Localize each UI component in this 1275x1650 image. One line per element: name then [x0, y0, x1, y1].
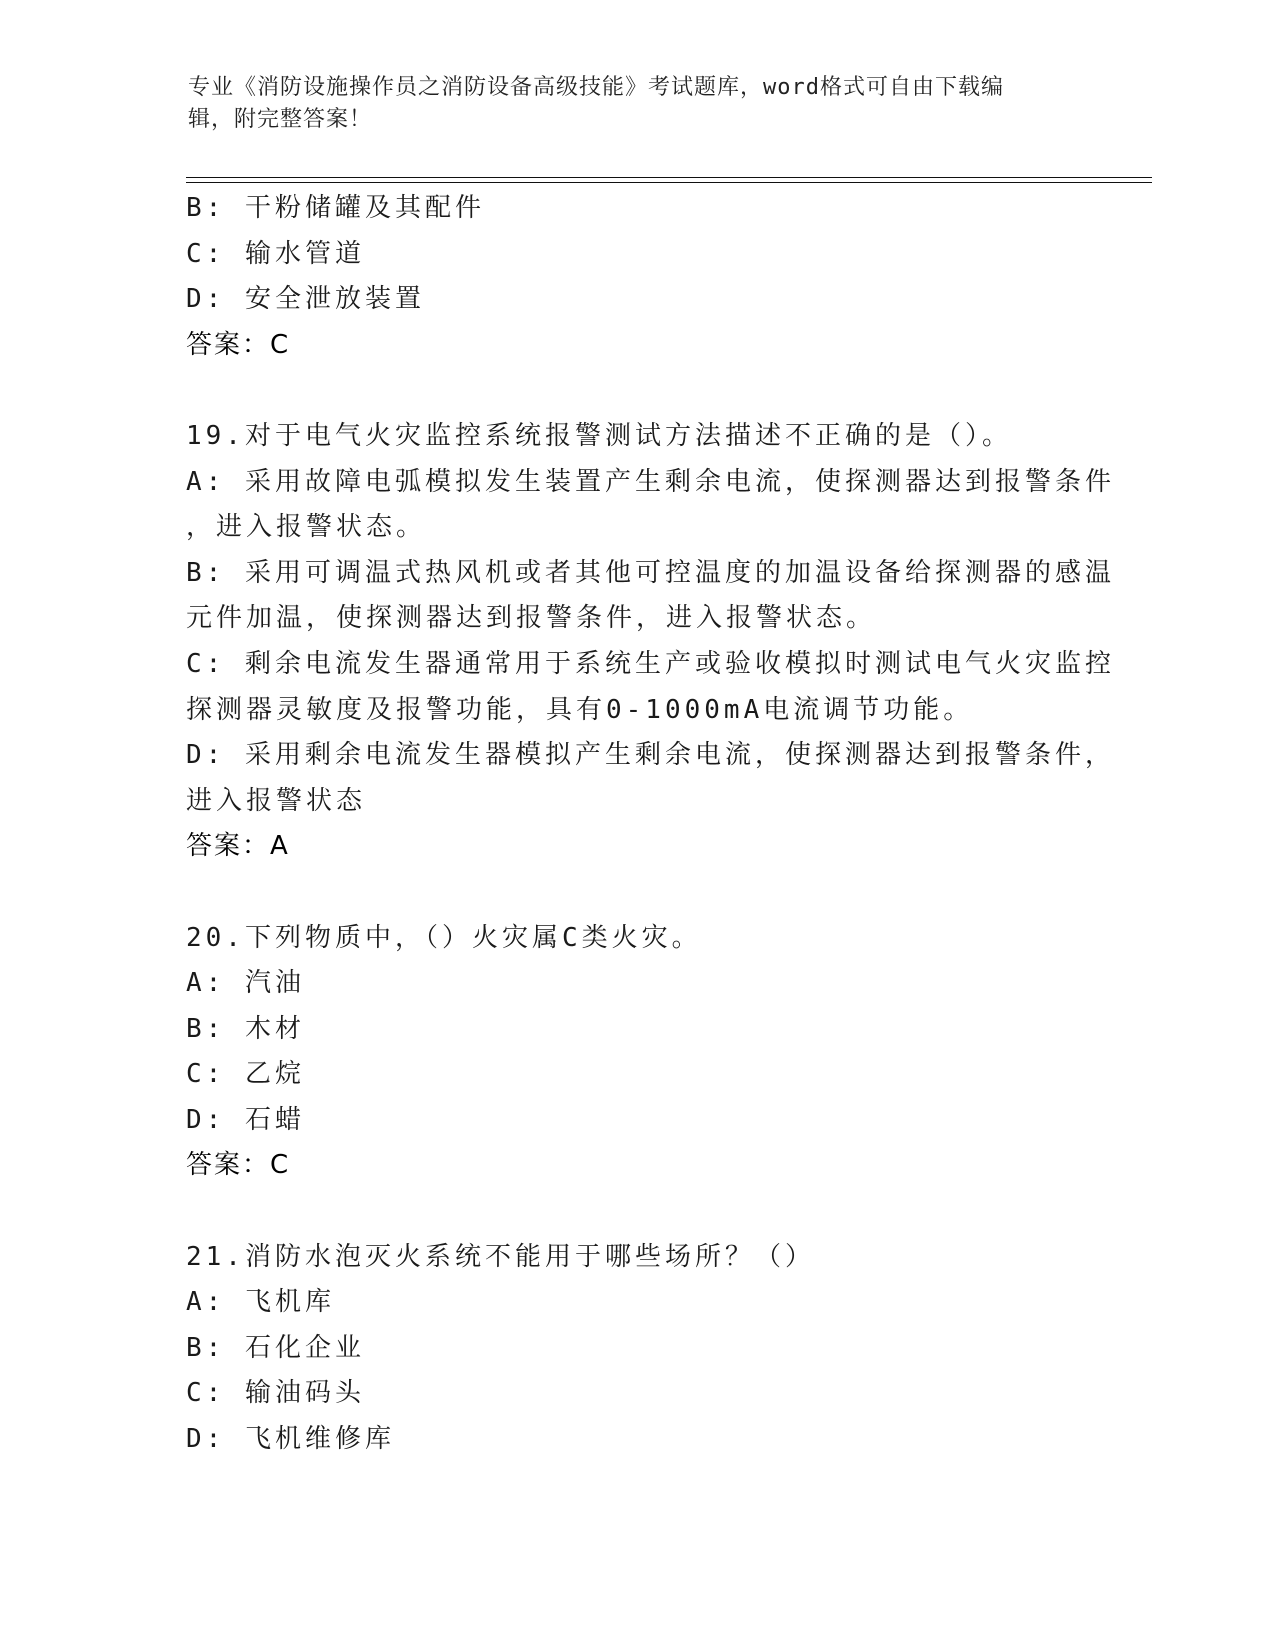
option-b-line-2: 元件加温，使探测器达到报警条件，进入报警状态。 [186, 603, 877, 634]
spacer [186, 1189, 1086, 1235]
option-b-line-1: B: 采用可调温式热风机或者其他可控温度的加温设备给探测器的感温 [186, 557, 1115, 588]
option-d: D: 安全泄放装置 [186, 284, 425, 315]
answer-label: 答案：C [186, 1150, 291, 1181]
option-b: B: 干粉储罐及其配件 [186, 193, 485, 223]
option-a: A: 飞机库 [186, 1287, 335, 1318]
spacer [186, 870, 1086, 916]
document-header [188, 72, 1088, 136]
option-c: C: 乙烷 [186, 1059, 305, 1090]
option-b: B: 石化企业 [186, 1332, 365, 1363]
option-a-line-2: ，进入报警状态。 [186, 512, 427, 543]
answer-label: 答案：C [186, 329, 291, 360]
question-content [186, 186, 1115, 1463]
header-line-1: 专业《消防设施操作员之消防设备高级技能》考试题库，word格式可自由下载编 [188, 75, 1004, 100]
option-d-line-1: D: 采用剩余电流发生器模拟产生剩余电流，使探测器达到报警条件， [186, 740, 1115, 771]
option-d-line-2: 进入报警状态 [186, 785, 367, 816]
option-c-line-1: C: 剩余电流发生器通常用于系统生产或验收模拟时测试电气火灾监控 [186, 648, 1115, 679]
prev-question-block [186, 186, 1086, 368]
option-c: C: 输油码头 [186, 1378, 365, 1409]
question-20-block [186, 916, 1086, 1190]
option-b: B: 木材 [186, 1013, 305, 1044]
question-19-block [186, 414, 1115, 870]
option-d: D: 飞机维修库 [186, 1424, 395, 1455]
question-stem: 20.下列物质中，（）火灾属C类火灾。 [186, 922, 702, 953]
question-21-block [186, 1235, 1086, 1463]
header-line-2: 辑，附完整答案！ [188, 107, 373, 132]
spacer [186, 368, 1086, 414]
option-c: C: 输水管道 [186, 238, 365, 269]
header-divider-top [186, 177, 1152, 178]
option-a-line-1: A: 采用故障电弧模拟发生装置产生剩余电流，使探测器达到报警条件 [186, 466, 1115, 497]
option-a: A: 汽油 [186, 968, 305, 999]
question-stem: 19.对于电气火灾监控系统报警测试方法描述不正确的是（）。 [186, 420, 1012, 451]
header-divider-bottom [186, 182, 1152, 183]
option-d: D: 石蜡 [186, 1104, 305, 1135]
question-stem: 21.消防水泡灭火系统不能用于哪些场所？（） [186, 1241, 815, 1272]
option-c-line-2: 探测器灵敏度及报警功能，具有0-1000mA电流调节功能。 [186, 694, 974, 725]
answer-label: 答案：A [186, 831, 290, 862]
